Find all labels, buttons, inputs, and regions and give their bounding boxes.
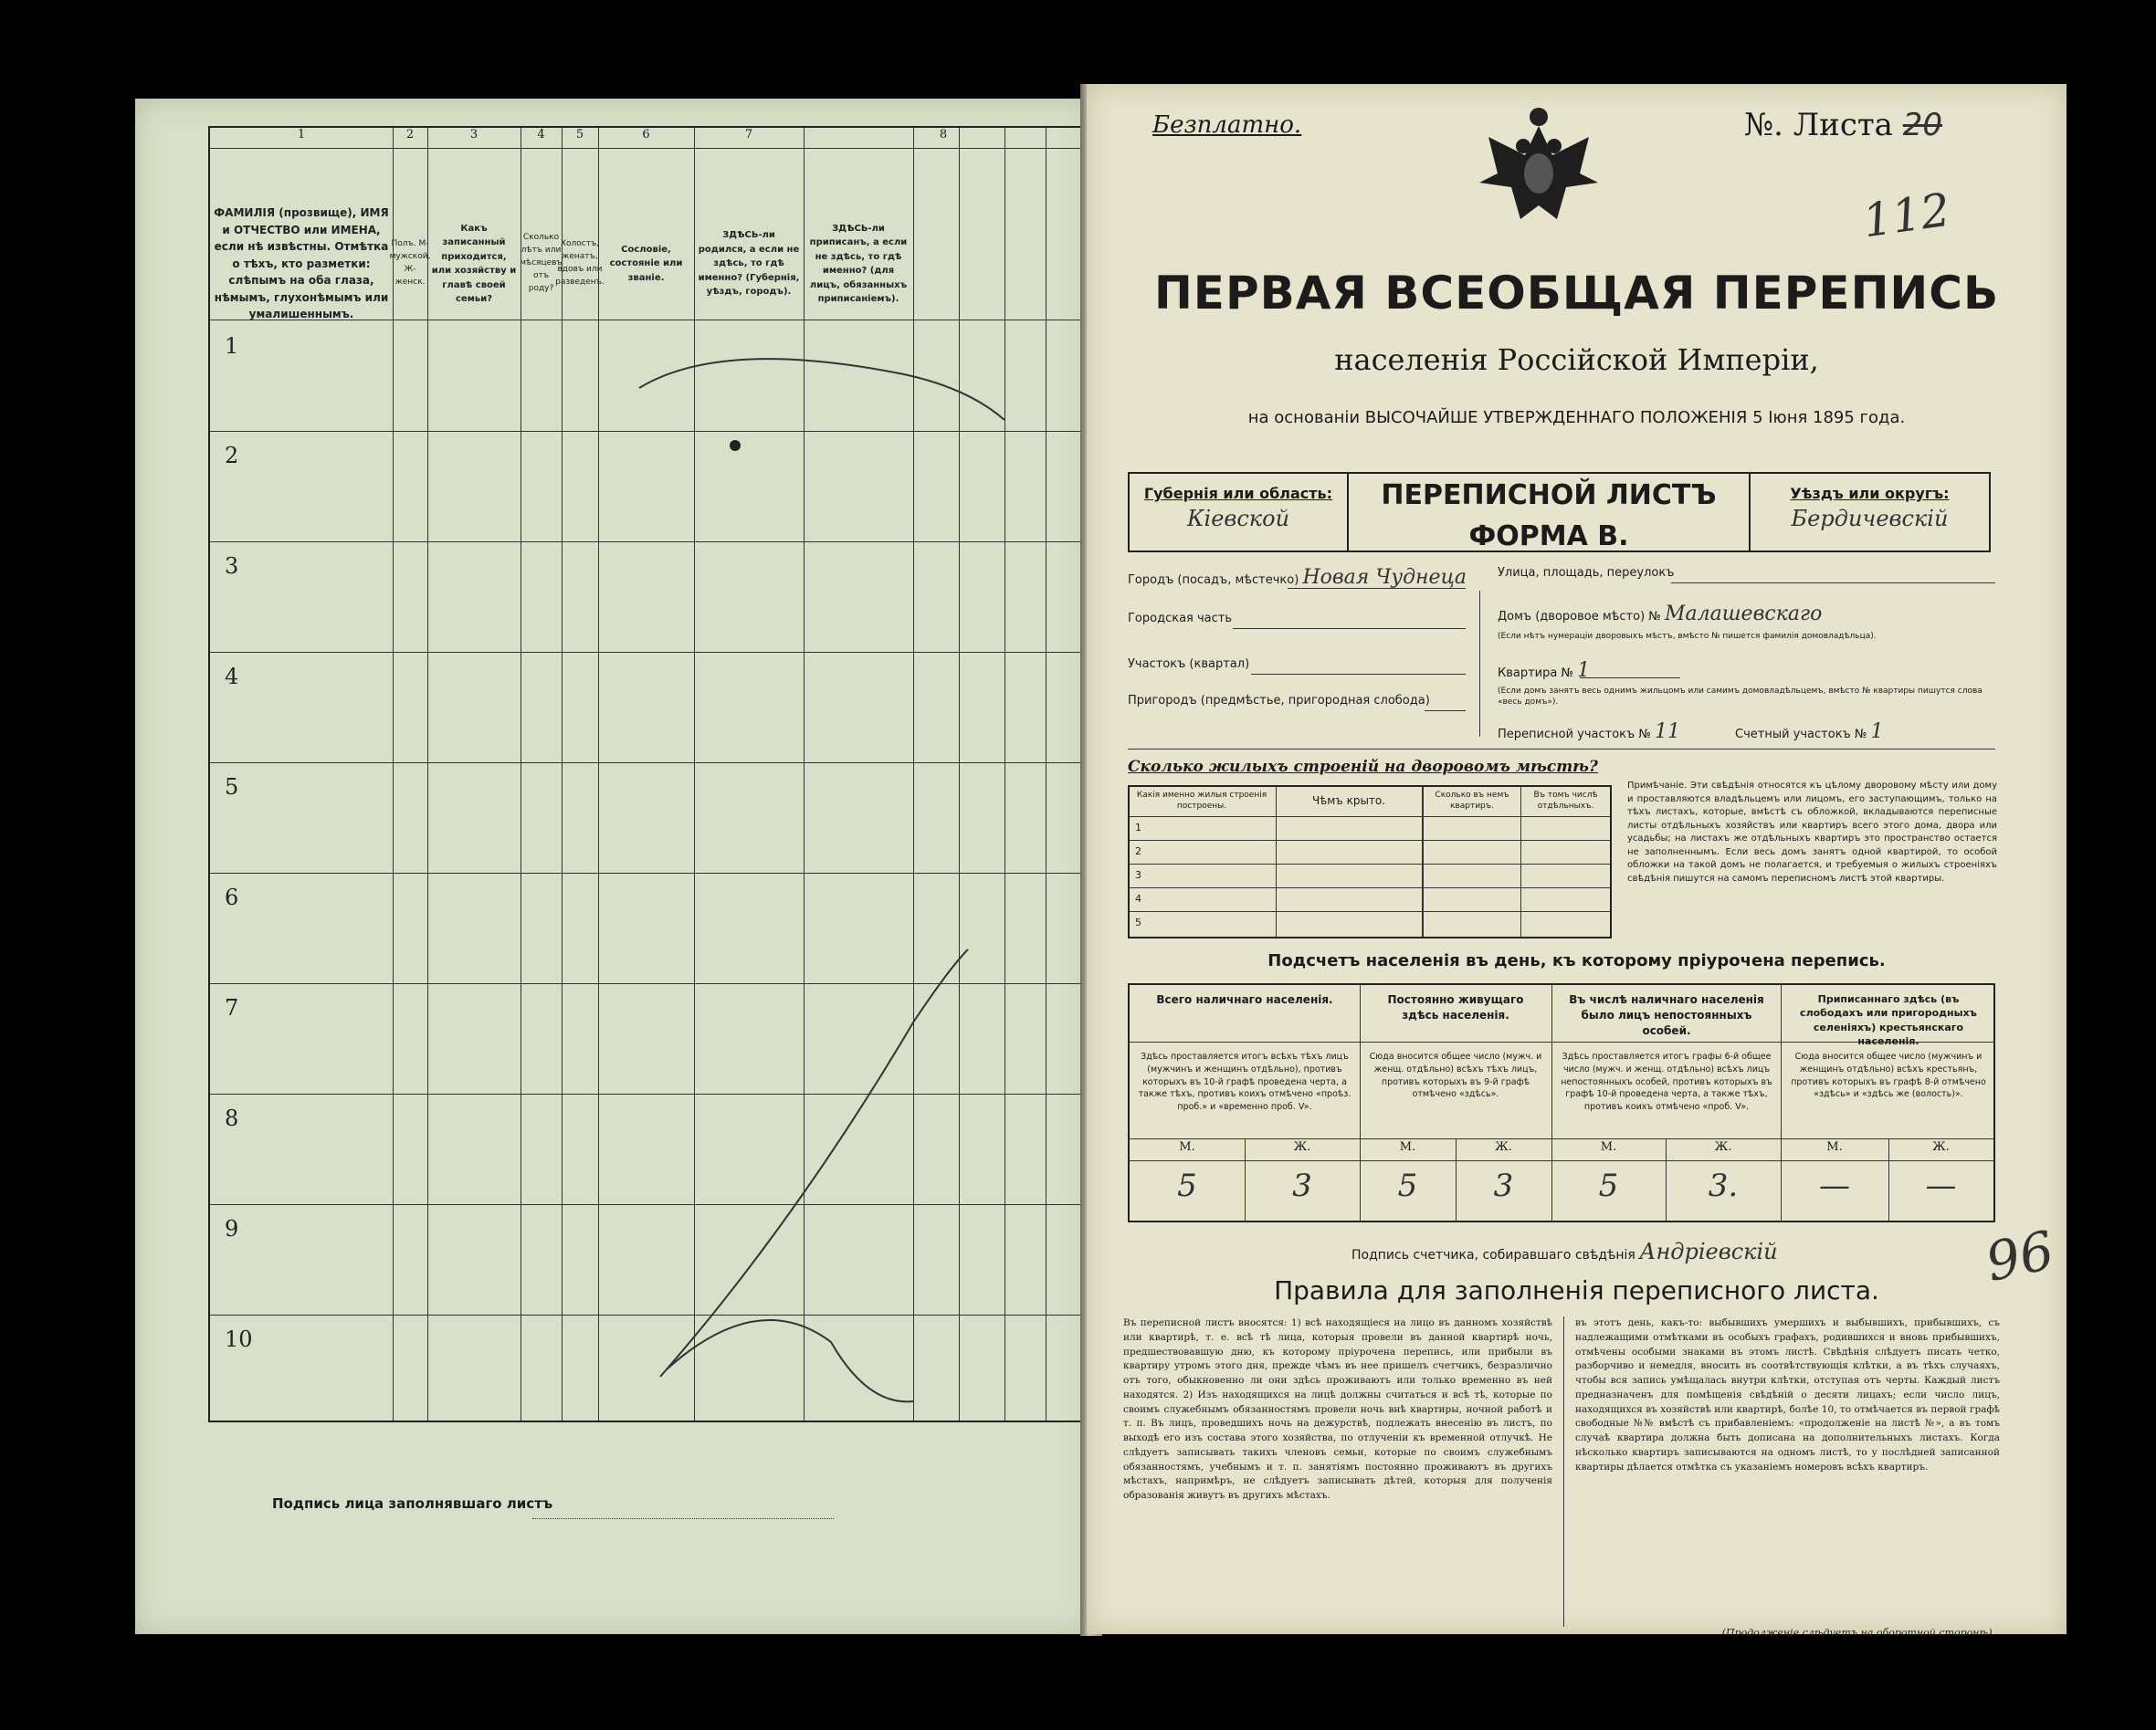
count-col2-m-label: М. bbox=[1399, 1140, 1416, 1154]
sheet-label: №. Листа bbox=[1744, 107, 1893, 143]
house-label: Домъ (дворовое мѣсто) № bbox=[1498, 610, 1661, 624]
census-precinct-value: 11 bbox=[1655, 720, 1680, 743]
census-precinct-label: Переписной участокъ № bbox=[1498, 728, 1651, 741]
buildings-header-apartments: Сколько въ немъ квартиръ. bbox=[1435, 791, 1509, 811]
col-num-5: 5 bbox=[562, 128, 598, 149]
handwritten-sheet-number: 112 bbox=[1859, 183, 1954, 248]
header-age: Сколько лѣтъ или мѣсяцевъ отъ роду? bbox=[520, 233, 563, 293]
row-number-9: 9 bbox=[225, 1216, 239, 1242]
buildings-header-roof: Чѣмъ крыто. bbox=[1311, 794, 1386, 807]
census-precinct-field bbox=[1498, 720, 1680, 743]
page-title: ПЕРВАЯ ВСЕОБЩАЯ ПЕРЕПИСЬ bbox=[1153, 267, 2000, 320]
rules-text-left: Въ переписной листъ вносятся: 1) всѣ находящіеся на лицо въ данномъ хозяйствѣ или квартирѣ, т. е. всѣ тѣ лица, которыя провели въ данной квартирѣ ночь, предшествовавшую дню, къ которому пріурочена перепись, или прибыли въ квартиру утромъ этого дня, прежде чѣмъ въ нее пришелъ счетчикъ, безразлично отъ того, обыкновенно ли они здѣсь проживаютъ или только временно въ ней находятся. 2) Изъ находящихся на лицѣ должны считаться и всѣ тѣ, которые по своимъ служебнымъ обязанностямъ провели ночь внѣ квартиры, ночной работѣ и т. п. Въ лицъ, проведшихъ ночь на дежурствѣ, подлежать внесенію въ листъ, по выходѣ его изъ состава этого хозяйства, по отлученіи къ временной отлучкѣ. Не слѣдуетъ записывать такихъ членовъ семьи, которые по своимъ служебнымъ обязанностямъ, учебнымъ и т. п. занятіямъ постоянно проживаютъ въ другихъ мѣстахъ, напримѣръ, не слѣдуетъ записывать дѣтей, которыя для полученія образованія живутъ въ другихъ мѣстахъ. bbox=[1123, 1317, 1552, 1501]
population-count-title: Подсчетъ населенія въ день, къ которому пріурочена перепись. bbox=[1267, 951, 1886, 970]
province-label: Губернія или область: bbox=[1143, 485, 1333, 502]
buildings-row-3: 3 bbox=[1135, 869, 1141, 881]
count-col4-head: Приписаннаго здѣсь (въ слободахъ или пригородныхъ селеніяхъ) крестьянскаго населенія. bbox=[1800, 993, 1977, 1048]
header-sex: Полъ. М-мужской, Ж-женск. bbox=[389, 239, 431, 287]
form-header-box bbox=[1128, 472, 1991, 552]
count-col1-head: Всего наличнаго населенія. bbox=[1156, 993, 1333, 1006]
district-value: Бердичевскій bbox=[1791, 506, 1949, 531]
buildings-header-separate: Въ томъ числѣ отдѣльныхъ. bbox=[1533, 791, 1598, 811]
count-col1-desc: Здѣсь проставляется итогъ всѣхъ тѣхъ лицъ (мужчинъ и женщинъ отдѣльно), противъ которыхъ въ 10-й графѣ проведена черта, а также тѣхъ, противъ коихъ отмѣчено «проѣз. проб.» и «временно проб. V». bbox=[1138, 1052, 1351, 1113]
count-col1-f-label: Ж. bbox=[1293, 1140, 1311, 1154]
row-number-10: 10 bbox=[225, 1326, 253, 1352]
buildings-note: Примѣчаніе. Эти свѣдѣнія относятся къ цѣлому дворовому мѣсту или дому и проставляются владѣльцемъ или лицомъ, его заступающимъ, только на тѣхъ листахъ, которые, вмѣстѣ съ обложкой, вкладываются переписные листы отдѣльныхъ хозяйствъ или квартиръ всего этого дома, двора или усадьбы; на листахъ же отдѣльныхъ квартиръ это пространство остается не заполненнымъ. Если весь домъ занятъ одной квартирой, то особой обложки на такой домъ не полагается, и требуемыя о жилыхъ строеніяхъ свѣдѣнія пишутся на самомъ переписномъ листѣ этой квартиры. bbox=[1627, 781, 1997, 884]
counting-precinct-label: Счетный участокъ № bbox=[1735, 728, 1867, 741]
row-number-1: 1 bbox=[225, 333, 239, 359]
counting-precinct-field bbox=[1735, 720, 1884, 743]
header-relation: Какъ записанный приходится, или хозяйству и главѣ своей семьи? bbox=[431, 223, 517, 304]
col-num-6: 6 bbox=[598, 128, 694, 149]
count-col4-m-label: М. bbox=[1826, 1140, 1843, 1154]
count-col4-m-value: — bbox=[1819, 1168, 1850, 1204]
apartment-label: Квартира № bbox=[1498, 666, 1574, 680]
header-name: ФАМИЛІЯ (прозвище), ИМЯ и ОТЧЕСТВО или ИМЕНА, если нѣ извѣстны. Отмѣтка о тѣхъ, кто разметки: слѣпымъ на оба глаза, нѣмымъ, глухонѣмымъ или умалишеннымъ. bbox=[214, 205, 389, 321]
continuation-note: (Продолженіе слѣдуетъ на оборотной сторонѣ). bbox=[1721, 1627, 1995, 1639]
row-number-2: 2 bbox=[225, 443, 239, 468]
col-num-3: 3 bbox=[427, 128, 521, 149]
rules-text-right: въ этотъ день, какъ-то: выбывшихъ умершихъ и выбывшихъ, прибывшихъ, съ надлежащими отмѣтками въ особыхъ графахъ, родившихся и вновь прибывшихъ, отмѣчены особыми знаками въ этомъ листѣ. Свѣдѣнія слѣдуетъ писать четко, разборчиво и немедля, вносить въ соотвѣтствующія клѣтки, а въ тѣхъ случаяхъ, чтобы вся запись умѣщалась внутри клѣтки, отступая отъ черты. Каждый листъ предназначенъ для помѣщенія свѣдѣній о десяти лицахъ; если число лицъ, находящихся въ хозяйствѣ или квартирѣ, болѣе 10, то отмѣчается въ первой графѣ свободные №№ вмѣстѣ съ прибавленіемъ: «продолженіе на листѣ №», а въ томъ случаѣ квартира должна быть дописана на дополнительныхъ листахъ. Когда нѣсколько квартиръ записываются на одномъ листѣ, то у послѣдней записанной квартиры дѣлается отмѣтка съ указаніемъ номеровъ всѣхъ квартиръ. bbox=[1575, 1317, 2000, 1473]
row-number-7: 7 bbox=[225, 995, 239, 1021]
hand-strokes bbox=[210, 128, 1087, 1424]
count-col1-f-value: 3 bbox=[1292, 1168, 1312, 1204]
city-field bbox=[1128, 566, 1467, 589]
count-col3-f-value: 3. bbox=[1708, 1168, 1739, 1204]
count-col1-m-label: М. bbox=[1179, 1140, 1195, 1154]
counting-precinct-value: 1 bbox=[1870, 720, 1884, 743]
row-number-4: 4 bbox=[225, 664, 239, 689]
count-col2-m-value: 5 bbox=[1397, 1168, 1418, 1204]
col-num-4: 4 bbox=[521, 128, 562, 149]
header-estate: Сословіе, состояніе или званіе. bbox=[609, 244, 683, 283]
buildings-question: Сколько жилыхъ строеній на дворовомъ мѣстѣ? bbox=[1128, 758, 1598, 776]
count-col3-m-value: 5 bbox=[1598, 1168, 1619, 1204]
population-count-table bbox=[1128, 983, 1995, 1222]
col-num-8: 8 bbox=[804, 128, 1083, 149]
apartment-field bbox=[1498, 659, 1590, 682]
city-part-label: Городская часть bbox=[1128, 612, 1233, 625]
city-label: Городъ (посадъ, мѣстечко) bbox=[1128, 573, 1299, 587]
buildings-row-2: 2 bbox=[1135, 845, 1141, 857]
count-col3-desc: Здѣсь проставляется итогъ графы 6-й общее число (мужч. и женщ. отдѣльно) всѣхъ лицъ непостоянныхъ особей, противъ которыхъ въ графѣ 10-й проведена черта, а также тѣхъ, противъ коихъ отмѣчено «проб. V». bbox=[1561, 1052, 1772, 1113]
precinct-label: Участокъ (квартал) bbox=[1128, 657, 1250, 671]
counter-signature bbox=[1351, 1239, 1778, 1264]
rules-title: Правила для заполненія переписного листа. bbox=[1274, 1275, 1879, 1305]
free-label: Безплатно. bbox=[1152, 111, 1302, 139]
row-number-6: 6 bbox=[225, 885, 239, 910]
buildings-header-type: Какія именно жилыя строенія построены. bbox=[1136, 791, 1267, 811]
count-col2-f-value: 3 bbox=[1493, 1168, 1514, 1204]
form-title-line1: ПЕРЕПИСНОЙ ЛИСТЪ bbox=[1381, 479, 1717, 511]
rules-divider bbox=[1563, 1316, 1564, 1627]
house-value: Малашевскаго bbox=[1664, 603, 1823, 625]
imperial-eagle-emblem bbox=[1470, 100, 1607, 237]
row-number-5: 5 bbox=[225, 774, 239, 800]
census-table bbox=[208, 126, 1085, 1422]
sheet-number bbox=[1744, 107, 1942, 143]
right-page bbox=[1087, 84, 2067, 1639]
filler-signature-label: Подпись лица заполнявшаго листъ bbox=[272, 1495, 553, 1512]
legal-basis: на основаніи ВЫСОЧАЙШЕ УТВЕРЖДЕННАГО ПОЛОЖЕНІЯ 5 Іюня 1895 года. bbox=[1247, 408, 1906, 427]
house-field bbox=[1498, 603, 1822, 625]
col-num-2: 2 bbox=[393, 128, 427, 149]
page-subtitle: населенія Россійской Имперіи, bbox=[1334, 342, 1819, 377]
apartment-note: (Если домъ занятъ весь однимъ жильцомъ или самимъ домовладѣльцемъ, вмѣсто № квартиры пишутся слова «весь домъ»). bbox=[1498, 687, 1982, 707]
house-note: (Если нѣтъ нумераціи дворовыхъ мѣстъ, вмѣсто № пишется фамилія домовладѣльца). bbox=[1498, 632, 1877, 641]
header-marital: Холостъ, женатъ, вдовъ или разведенъ. bbox=[555, 239, 605, 287]
sheet-crossed-number: 20 bbox=[1902, 107, 1943, 143]
header-registered: ЗДѢСЬ-ли приписанъ, а если не здѣсь, то гдѣ именно? (для лицъ, обязанныхъ приписаніемъ). bbox=[809, 223, 908, 304]
counter-signature-label: Подпись счетчика, собиравшаго свѣдѣнія bbox=[1351, 1248, 1635, 1263]
form-title-line2: ФОРМА В. bbox=[1468, 519, 1629, 552]
row-number-3: 3 bbox=[225, 553, 239, 579]
count-col3-f-label: Ж. bbox=[1714, 1140, 1732, 1154]
count-col4-desc: Сюда вносится общее число (мужчинъ и женщинъ отдѣльно) всѣхъ крестьянъ, противъ которыхъ въ графѣ 8-й отмѣчено «здѣсь» и «здѣсь же (волость)». bbox=[1791, 1052, 1986, 1100]
left-page bbox=[135, 99, 1091, 1634]
province-value: Кіевской bbox=[1186, 506, 1290, 531]
filler-signature-line bbox=[532, 1518, 834, 1519]
count-col4-f-label: Ж. bbox=[1932, 1140, 1950, 1154]
count-col2-head: Постоянно живущаго здѣсь населенія. bbox=[1387, 993, 1524, 1022]
count-col2-f-label: Ж. bbox=[1495, 1140, 1512, 1154]
suburb-label: Пригородъ (предмѣстье, пригородная слобода) bbox=[1128, 694, 1430, 708]
apartment-value: 1 bbox=[1577, 659, 1591, 682]
count-col2-desc: Сюда вносится общее число (мужч. и женщ. отдѣльно) всѣхъ тѣхъ лицъ, противъ которыхъ въ 9-й графѣ отмѣчено «здѣсь». bbox=[1369, 1052, 1542, 1100]
buildings-row-5: 5 bbox=[1135, 917, 1141, 928]
handwritten-side-number: 96 bbox=[1980, 1219, 2060, 1294]
row-number-8: 8 bbox=[225, 1106, 239, 1131]
buildings-row-1: 1 bbox=[1135, 822, 1141, 834]
header-birthplace: ЗДѢСЬ-ли родился, а если не здѣсь, то гдѣ именно? (Губернія, уѣздъ, городъ). bbox=[698, 230, 800, 298]
count-col1-m-value: 5 bbox=[1177, 1168, 1197, 1204]
street-label: Улица, площадь, переулокъ bbox=[1498, 566, 1675, 580]
district-label: Уѣздъ или округъ: bbox=[1790, 485, 1950, 502]
count-col3-head: Въ числѣ наличнаго населенія было лицъ непостоянныхъ особей. bbox=[1569, 993, 1764, 1037]
col-num-1: 1 bbox=[210, 128, 393, 149]
count-col4-f-value: — bbox=[1925, 1168, 1957, 1204]
counter-signature-value: Андріевскій bbox=[1639, 1239, 1778, 1264]
buildings-table bbox=[1128, 785, 1612, 938]
count-col3-m-label: М. bbox=[1600, 1140, 1617, 1154]
city-value: Новая Чуднеца bbox=[1302, 566, 1467, 589]
buildings-row-4: 4 bbox=[1135, 893, 1141, 905]
col-num-7: 7 bbox=[694, 128, 804, 149]
